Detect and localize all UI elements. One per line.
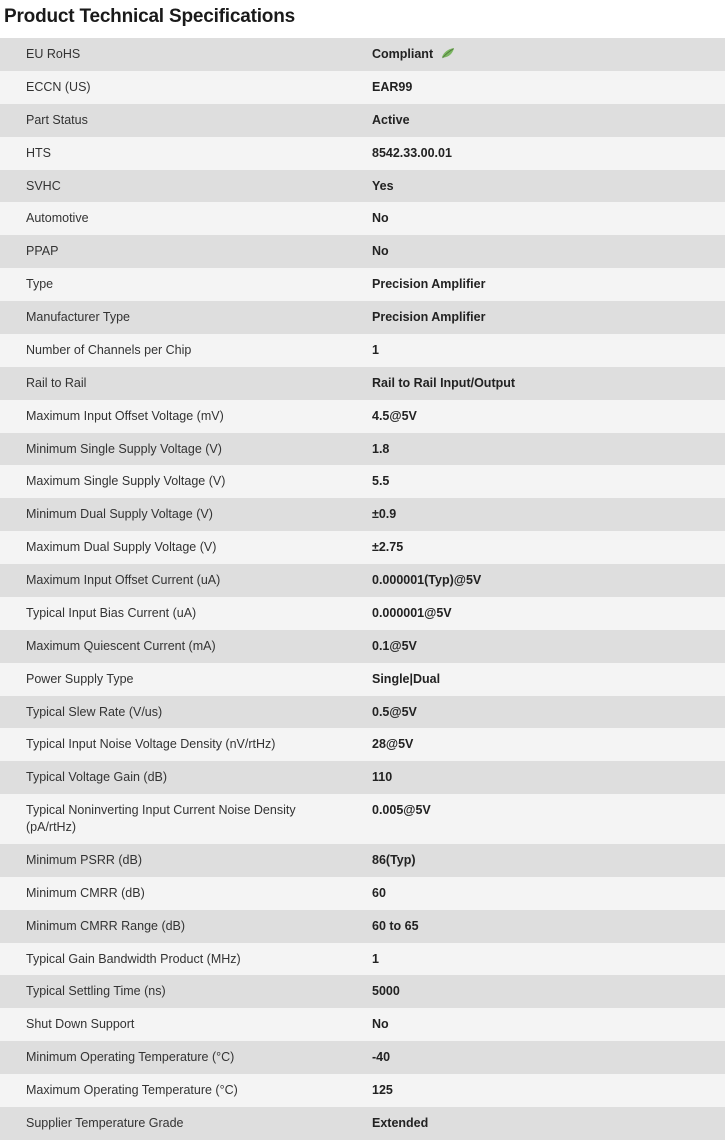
page-title: Product Technical Specifications (4, 6, 295, 27)
spec-label: HTS (26, 145, 51, 160)
spec-value-text: Precision Amplifier (372, 310, 486, 324)
table-row (0, 137, 725, 170)
spec-value-text: No (372, 1017, 389, 1032)
spec-label: Typical Noninverting Input Current Noise Density (pA/rtHz) (26, 803, 296, 834)
spec-label: Maximum Input Offset Voltage (mV) (26, 408, 224, 423)
spec-value-text: 1 (372, 951, 379, 966)
table-row (0, 663, 725, 696)
spec-value-text: No (372, 211, 389, 226)
spec-value (350, 71, 725, 104)
table-row (0, 630, 725, 663)
table-row (0, 104, 725, 137)
spec-value (350, 367, 725, 400)
spec-value-text: ±0.9 (372, 507, 397, 522)
spec-value-text: 60 to 65 (372, 918, 419, 933)
specifications-table-body (0, 38, 725, 1140)
spec-value (350, 301, 725, 334)
spec-label: Typical Slew Rate (V/us) (26, 704, 163, 719)
table-row (0, 844, 725, 877)
spec-label: Shut Down Support (26, 1017, 135, 1032)
table-row (0, 761, 725, 794)
table-row (0, 564, 725, 597)
spec-value-text: 8542.33.00.01 (372, 145, 452, 160)
spec-value-text: Yes (372, 178, 394, 193)
spec-value (350, 696, 725, 729)
spec-label: ECCN (US) (26, 79, 91, 94)
spec-value-text: Compliant (372, 47, 434, 61)
table-row (0, 235, 725, 268)
spec-value (350, 597, 725, 630)
spec-value (350, 498, 725, 531)
spec-value (350, 1074, 725, 1107)
spec-label: Typical Settling Time (ns) (26, 984, 166, 999)
spec-value-text: No (372, 244, 389, 259)
table-row (0, 38, 725, 71)
spec-value-text: -40 (372, 1050, 391, 1065)
spec-value (350, 531, 725, 564)
leaf-icon (441, 47, 455, 59)
table-row (0, 400, 725, 433)
spec-label: Number of Channels per Chip (26, 342, 192, 357)
spec-value (350, 202, 725, 235)
spec-value-text: 4.5@5V (372, 408, 417, 423)
table-row (0, 531, 725, 564)
spec-value-text: Extended (372, 1115, 429, 1130)
spec-label: Typical Input Bias Current (uA) (26, 605, 197, 620)
table-row (0, 170, 725, 203)
spec-value (350, 104, 725, 137)
spec-value (350, 170, 725, 203)
spec-label: Minimum CMRR (dB) (26, 885, 145, 900)
spec-label: PPAP (26, 244, 59, 259)
spec-label: Rail to Rail (26, 375, 87, 390)
spec-value-text: 0.5@5V (372, 704, 417, 719)
table-row (0, 728, 725, 761)
spec-label: Power Supply Type (26, 671, 134, 686)
table-row (0, 943, 725, 976)
spec-value-text: Active (372, 112, 410, 127)
table-row (0, 1074, 725, 1107)
table-row (0, 202, 725, 235)
spec-value-text: 110 (372, 770, 393, 785)
spec-value-text: 86(Typ) (372, 852, 416, 867)
spec-label: Part Status (26, 112, 88, 127)
table-row (0, 334, 725, 367)
table-row (0, 268, 725, 301)
spec-value-text: 0.000001(Typ)@5V (372, 573, 482, 587)
spec-value-text: ±2.75 (372, 540, 404, 555)
table-row (0, 1008, 725, 1041)
table-row (0, 1107, 725, 1140)
spec-value-text: Rail to Rail Input/Output (372, 375, 516, 390)
table-row (0, 367, 725, 400)
spec-value-text: 1.8 (372, 441, 390, 456)
spec-value (350, 268, 725, 301)
spec-value-text: 0.005@5V (372, 803, 431, 818)
spec-label: Minimum CMRR Range (dB) (26, 918, 186, 933)
spec-value (350, 38, 725, 71)
spec-value (350, 794, 725, 844)
specifications-table (0, 38, 725, 1140)
spec-value-text: 5.5 (372, 474, 390, 489)
spec-value (350, 334, 725, 367)
spec-value (350, 137, 725, 170)
spec-value (350, 630, 725, 663)
spec-label: Automotive (26, 211, 89, 226)
table-row (0, 433, 725, 466)
spec-value (350, 943, 725, 976)
spec-value-text: Single|Dual (372, 671, 441, 686)
spec-label: Maximum Single Supply Voltage (V) (26, 474, 226, 489)
spec-value-text: EAR99 (372, 79, 413, 94)
spec-label: Type (26, 277, 54, 292)
table-row (0, 794, 725, 844)
spec-value (350, 235, 725, 268)
table-row (0, 498, 725, 531)
spec-label: EU RoHS (26, 47, 81, 61)
spec-label: Typical Input Noise Voltage Density (nV/rtHz) (26, 737, 276, 752)
spec-value-text: 60 (372, 885, 386, 900)
spec-value (350, 761, 725, 794)
spec-label: Maximum Quiescent Current (mA) (26, 638, 216, 653)
table-row (0, 910, 725, 943)
spec-label: Maximum Operating Temperature (°C) (26, 1083, 238, 1097)
spec-label: Minimum Operating Temperature (°C) (26, 1050, 235, 1065)
spec-value (350, 1041, 725, 1074)
table-row (0, 597, 725, 630)
spec-value-text: 1 (372, 342, 379, 357)
spec-value-text: 28@5V (372, 737, 414, 752)
spec-label: Supplier Temperature Grade (26, 1115, 184, 1130)
spec-label: Minimum PSRR (dB) (26, 852, 142, 867)
spec-label: Maximum Input Offset Current (uA) (26, 573, 221, 587)
spec-value (350, 1008, 725, 1041)
spec-label: SVHC (26, 178, 61, 193)
spec-value-text: 5000 (372, 984, 400, 999)
spec-value-text: 0.000001@5V (372, 605, 452, 620)
table-row (0, 696, 725, 729)
spec-label: Maximum Dual Supply Voltage (V) (26, 540, 217, 555)
spec-value (350, 400, 725, 433)
table-row (0, 71, 725, 104)
spec-value-text: Precision Amplifier (372, 277, 486, 292)
spec-value-text: 125 (372, 1083, 393, 1097)
spec-value (350, 728, 725, 761)
spec-value (350, 433, 725, 466)
spec-label: Typical Gain Bandwidth Product (MHz) (26, 951, 241, 966)
spec-value (350, 844, 725, 877)
table-row (0, 1041, 725, 1074)
spec-label: Minimum Single Supply Voltage (V) (26, 441, 222, 456)
spec-label: Minimum Dual Supply Voltage (V) (26, 507, 213, 522)
spec-value (350, 465, 725, 498)
spec-value (350, 877, 725, 910)
spec-value (350, 564, 725, 597)
spec-value-text: 0.1@5V (372, 638, 417, 653)
spec-label: Manufacturer Type (26, 310, 130, 324)
spec-label: Typical Voltage Gain (dB) (26, 770, 168, 785)
spec-value (350, 663, 725, 696)
table-row (0, 301, 725, 334)
table-row (0, 465, 725, 498)
spec-value (350, 910, 725, 943)
spec-value (350, 1107, 725, 1140)
table-row (0, 877, 725, 910)
